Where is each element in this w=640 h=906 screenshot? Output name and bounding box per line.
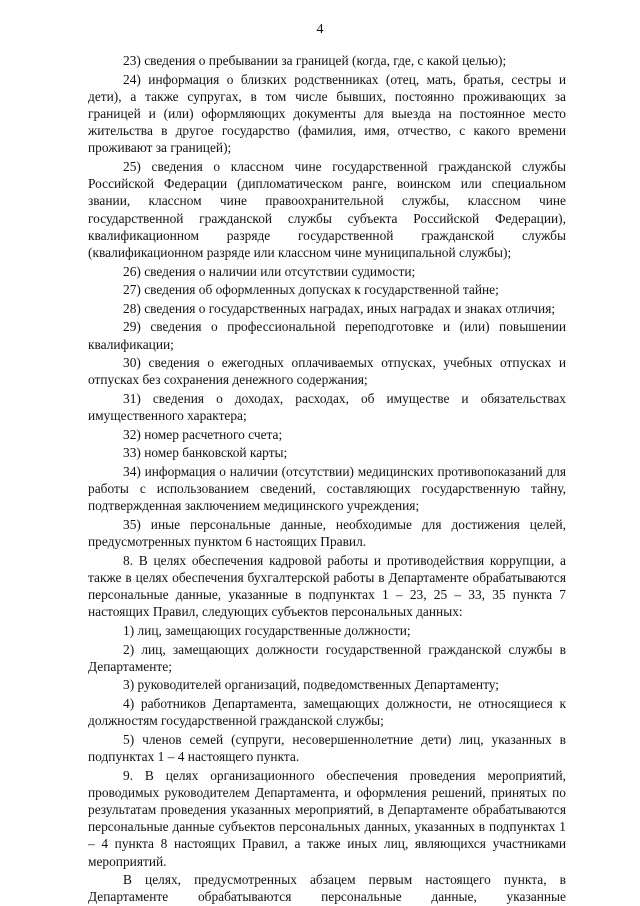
list-item: 35) иные персональные данные, необходимые для достижения целей, предусмотренных пунктом 6 настоящих Правил.: [88, 516, 566, 550]
list-item: 25) сведения о классном чине государственной гражданской службы Российской Федерации (дипломатическом ранге, воинском или специальном звании, классном чине правоохранительной службы, классном чине государственной гражданской службы субъекта Российской Федерации), квалификационном разряде государственной гражданской службы (квалификационном разряде или классном чине муниципальной службы);: [88, 159, 566, 261]
list-item: 30) сведения о ежегодных оплачиваемых отпусках, учебных отпусках и отпусках без сохранения денежного содержания;: [88, 355, 566, 388]
list-item: 32) номер расчетного счета;: [123, 426, 283, 442]
list-item: 24) информация о близких родственниках (отец, мать, братья, сестры и дети), а также супругах, в том числе бывших, постоянно проживающих за границей и (или) оформляющих документы для выезда на постоянное место жительства в другое государство (фамилия, имя, отчество, с какого времени проживают за границей);: [88, 71, 566, 156]
list-item: 34) информация о наличии (отсутствии) медицинских противопоказаний для работы с использованием сведений, составляющих государственную тайну, подтвержденная заключением медицинского учреждения;: [88, 463, 566, 514]
page-number: 4: [316, 22, 324, 37]
section-paragraph: 9. В целях организационного обеспечения проведения мероприятий, проводимых руководителем Департамента, и оформления решений, принятых по результатам проведения указанных мероприятий, в Департаменте обрабатываются персональные данные субъектов персональных данных, указанных в подпунктах 1 – 4 пункта 8 настоящих Правил, а также иных лиц, являющихся участниками мероприятий.: [88, 767, 566, 869]
list-item: 4) работников Департамента, замещающих должности, не относящиеся к должностям государственной гражданской службы;: [88, 695, 566, 729]
section-paragraph: В целях, предусмотренных абзацем первым настоящего пункта, в Департаменте обрабатываются персональные данные, указанные: [88, 872, 566, 905]
list-item: 33) номер банковской карты;: [123, 445, 288, 461]
list-item: 28) сведения о государственных наградах, иных наградах и знаках отличия;: [123, 300, 556, 316]
list-item: 5) членов семей (супруги, несовершеннолетние дети) лиц, указанных в подпунктах 1 – 4 настоящего пункта.: [88, 731, 566, 764]
list-item: 27) сведения об оформленных допусках к государственной тайне;: [123, 282, 499, 298]
list-item: 29) сведения о профессиональной переподготовке и (или) повышении квалификации;: [88, 319, 566, 352]
list-item: 26) сведения о наличии или отсутствии судимости;: [123, 263, 416, 279]
document-body: [88, 52, 566, 906]
section-paragraph: 8. В целях обеспечения кадровой работы и противодействия коррупции, а также в целях обеспечения бухгалтерской работы в Департаменте обрабатываются персональные данные, указанные в подпунктах 1 – 23, 25 – 33, 35 пункта 7 настоящих Правил, следующих субъектов персональных данных:: [88, 552, 566, 620]
list-item: 1) лиц, замещающих государственные должности;: [123, 622, 411, 638]
list-item: 23) сведения о пребывании за границей (когда, где, с какой целью);: [123, 53, 507, 68]
list-item: 2) лиц, замещающих должности государственной гражданской службы в Департаменте;: [88, 641, 566, 674]
list-item: 3) руководителей организаций, подведомственных Департаменту;: [123, 677, 499, 693]
list-item: 31) сведения о доходах, расходах, об имуществе и обязательствах имущественного характера;: [88, 390, 566, 424]
